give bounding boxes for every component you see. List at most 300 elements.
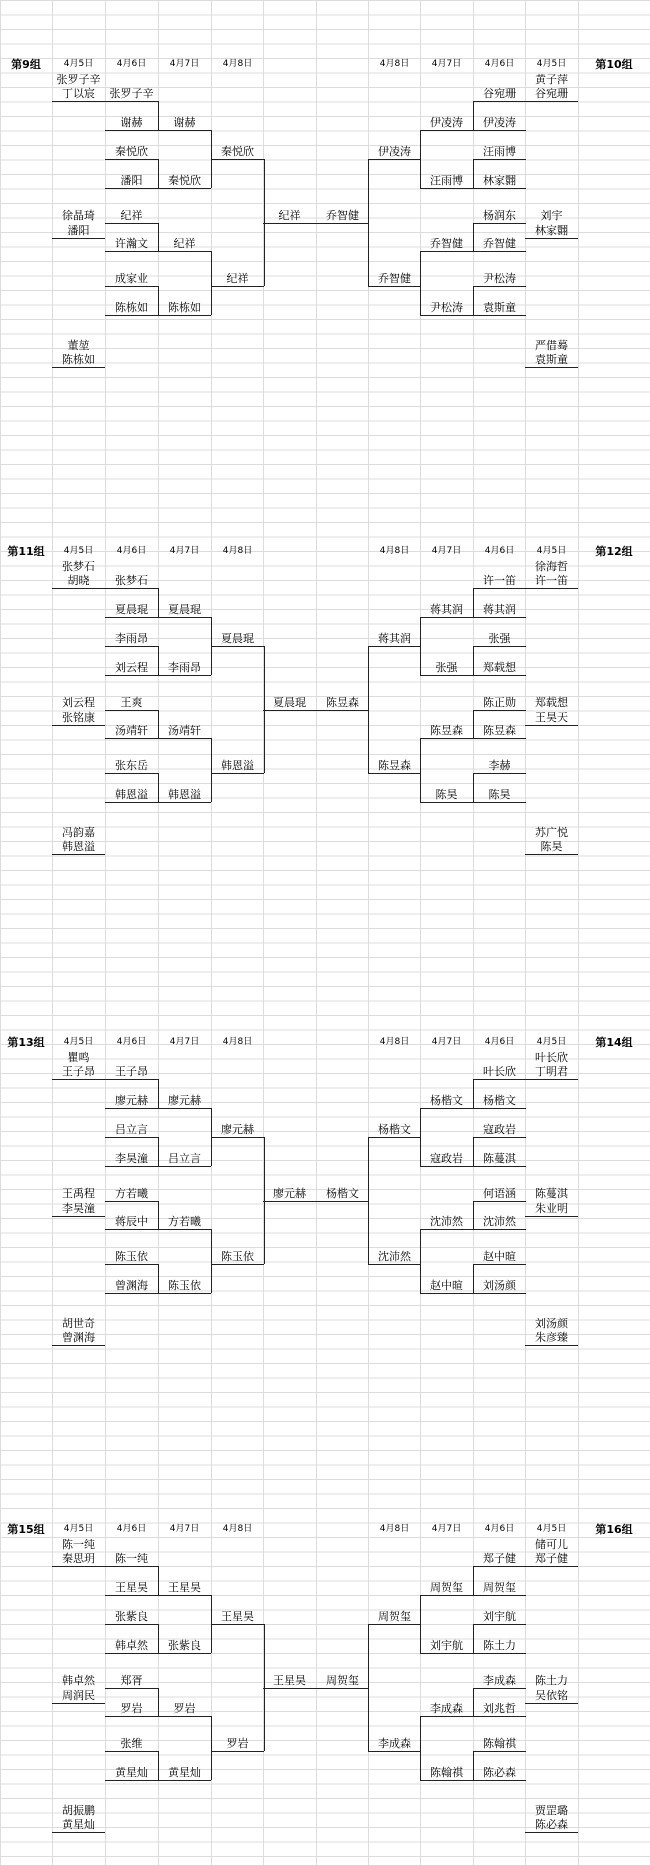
player-name[interactable]: 胡振鹏 xyxy=(62,1804,95,1817)
player-name[interactable]: 陈翰祺 xyxy=(430,1766,463,1779)
date-label[interactable]: 4月6日 xyxy=(116,1037,147,1047)
date-label[interactable]: 4月6日 xyxy=(484,1037,515,1047)
bracket-line xyxy=(52,588,105,589)
player-name[interactable]: 陈必森 xyxy=(483,1766,516,1779)
player-name[interactable]: 袁斯童 xyxy=(535,353,568,366)
bracket-line xyxy=(473,1566,526,1567)
player-name[interactable]: 李昊潼 xyxy=(115,1152,148,1165)
player-name[interactable]: 夏晨琨 xyxy=(168,603,201,616)
bracket-line xyxy=(158,1166,211,1167)
bracket-line xyxy=(368,159,421,160)
date-label[interactable]: 4月8日 xyxy=(379,546,410,556)
player-name[interactable]: 秦悦欣 xyxy=(221,145,254,158)
bracket-line xyxy=(420,1653,473,1654)
bracket-line xyxy=(105,588,158,589)
player-name[interactable]: 廖元赫 xyxy=(115,1094,148,1107)
player-name[interactable]: 罗岩 xyxy=(226,1737,249,1750)
player-name[interactable]: 杨楷文 xyxy=(483,1094,516,1107)
bracket-line xyxy=(316,1201,369,1202)
bracket-line xyxy=(473,1166,526,1167)
player-name[interactable]: 韩卓然 xyxy=(62,1674,95,1687)
player-name[interactable]: 纪祥 xyxy=(226,272,249,285)
player-name[interactable]: 韩恩溢 xyxy=(168,788,201,801)
player-name[interactable]: 储可儿 xyxy=(535,1538,568,1551)
bracket-line xyxy=(105,1688,158,1689)
player-name[interactable]: 张紫良 xyxy=(115,1610,148,1623)
player-name[interactable]: 韩卓然 xyxy=(115,1639,148,1652)
bracket-line xyxy=(473,159,526,160)
player-name[interactable]: 刘宇航 xyxy=(483,1610,516,1623)
player-name[interactable]: 张梦石 xyxy=(115,574,148,587)
group-winner[interactable]: 杨楷文 xyxy=(326,1187,359,1200)
bracket-line xyxy=(105,188,158,189)
bracket-line xyxy=(211,159,264,160)
player-name[interactable]: 张紫良 xyxy=(168,1639,201,1652)
player-name[interactable]: 张维 xyxy=(120,1737,143,1750)
group-title-left[interactable]: 第13组 xyxy=(7,1036,45,1049)
date-label[interactable]: 4月7日 xyxy=(431,1524,462,1534)
player-name[interactable]: 张强 xyxy=(435,661,458,674)
player-name[interactable]: 陈必森 xyxy=(535,1818,568,1831)
date-label[interactable]: 4月7日 xyxy=(169,1524,200,1534)
player-name[interactable]: 罗岩 xyxy=(173,1702,196,1715)
bracket-line xyxy=(420,1716,473,1717)
player-name[interactable]: 夏晨琨 xyxy=(115,603,148,616)
player-name[interactable]: 陈正勋 xyxy=(483,696,516,709)
player-name[interactable]: 林家翾 xyxy=(535,224,568,237)
player-name[interactable]: 陈玉依 xyxy=(221,1250,254,1263)
bracket-line xyxy=(473,1653,526,1654)
player-name[interactable]: 陈昊 xyxy=(488,788,511,801)
player-name[interactable]: 陈土力 xyxy=(535,1674,568,1687)
player-name[interactable]: 刘汤颜 xyxy=(535,1317,568,1330)
bracket-line xyxy=(158,1229,211,1230)
bracket-line xyxy=(316,1688,369,1689)
player-name[interactable]: 黄星灿 xyxy=(115,1766,148,1779)
player-name[interactable]: 李雨昂 xyxy=(168,661,201,674)
player-name[interactable]: 王子昂 xyxy=(115,1065,148,1078)
bracket-line xyxy=(105,286,158,287)
player-name[interactable]: 郑胥 xyxy=(120,1674,143,1687)
bracket-line xyxy=(105,1751,158,1752)
date-label[interactable]: 4月5日 xyxy=(536,1037,567,1047)
player-name[interactable]: 周润民 xyxy=(62,1689,95,1702)
player-name[interactable]: 张罗子辛 xyxy=(56,73,101,86)
bracket-line xyxy=(52,854,105,855)
player-name[interactable]: 蒋其润 xyxy=(483,603,516,616)
player-name[interactable]: 郑子健 xyxy=(535,1552,568,1565)
date-label[interactable]: 4月8日 xyxy=(379,59,410,69)
player-name[interactable]: 韩恩溢 xyxy=(62,840,95,853)
bracket-line xyxy=(473,286,526,287)
player-name[interactable]: 陈栋如 xyxy=(168,301,201,314)
player-name[interactable]: 陈昊 xyxy=(435,788,458,801)
player-name[interactable]: 王昊天 xyxy=(535,711,568,724)
date-label[interactable]: 4月8日 xyxy=(222,546,253,556)
date-label[interactable]: 4月7日 xyxy=(431,546,462,556)
player-name[interactable]: 张强 xyxy=(488,632,511,645)
player-name[interactable]: 张梦石 xyxy=(62,560,95,573)
player-name[interactable]: 沈沛然 xyxy=(378,1250,411,1263)
player-name[interactable]: 陈一纯 xyxy=(62,1538,95,1551)
date-label[interactable]: 4月5日 xyxy=(536,59,567,69)
bracket-line xyxy=(420,1166,473,1167)
bracket-line xyxy=(105,315,158,316)
player-name[interactable]: 方若曦 xyxy=(168,1215,201,1228)
player-name[interactable]: 汪雨博 xyxy=(483,145,516,158)
player-name[interactable]: 杨楷文 xyxy=(430,1094,463,1107)
bracket-line xyxy=(473,1624,526,1625)
bracket-line xyxy=(368,1264,421,1265)
player-name[interactable]: 沈沛然 xyxy=(430,1215,463,1228)
bracket-line xyxy=(473,1293,526,1294)
player-name[interactable]: 谢赫 xyxy=(173,116,196,129)
date-label[interactable]: 4月6日 xyxy=(116,546,147,556)
bracket-line xyxy=(105,617,158,618)
player-name[interactable]: 陈昱森 xyxy=(430,724,463,737)
bracket-line xyxy=(473,1751,526,1752)
player-name[interactable]: 刘宇航 xyxy=(430,1639,463,1652)
player-name[interactable]: 陈蔓淇 xyxy=(483,1152,516,1165)
bracket-line xyxy=(52,238,105,239)
player-name[interactable]: 周贺玺 xyxy=(430,1581,463,1594)
player-name[interactable]: 乔智健 xyxy=(483,237,516,250)
group-title-left[interactable]: 第15组 xyxy=(7,1523,45,1536)
date-label[interactable]: 4月5日 xyxy=(63,1524,94,1534)
player-name[interactable]: 尹松涛 xyxy=(483,272,516,285)
bracket-line xyxy=(473,710,526,711)
player-name[interactable]: 陈玉依 xyxy=(168,1279,201,1292)
player-name[interactable]: 胡晓 xyxy=(67,574,90,587)
player-name[interactable]: 李赫 xyxy=(488,759,511,772)
bracket-line xyxy=(368,1751,421,1752)
player-name[interactable]: 谢赫 xyxy=(120,116,143,129)
player-name[interactable]: 瞿鸣 xyxy=(67,1051,90,1064)
player-name[interactable]: 刘兆哲 xyxy=(483,1702,516,1715)
bracket-line xyxy=(105,223,158,224)
player-name[interactable]: 李雨昂 xyxy=(115,632,148,645)
player-name[interactable]: 黄星灿 xyxy=(62,1818,95,1831)
bracket-line xyxy=(525,238,578,239)
group-winner[interactable]: 周贺玺 xyxy=(326,1674,359,1687)
player-name[interactable]: 黄星灿 xyxy=(168,1766,201,1779)
player-name[interactable]: 何语涵 xyxy=(483,1187,516,1200)
player-name[interactable]: 吕立言 xyxy=(115,1123,148,1136)
bracket-line xyxy=(105,738,158,739)
bracket-line xyxy=(105,1780,158,1781)
player-name[interactable]: 陈栋如 xyxy=(115,301,148,314)
player-name[interactable]: 韩恩溢 xyxy=(221,759,254,772)
column-line xyxy=(52,0,53,1865)
player-name[interactable]: 蒋其润 xyxy=(430,603,463,616)
date-label[interactable]: 4月5日 xyxy=(536,546,567,556)
bracket-line xyxy=(368,646,421,647)
player-name[interactable]: 伊凌涛 xyxy=(378,145,411,158)
group-title-right[interactable]: 第16组 xyxy=(595,1523,633,1536)
player-name[interactable]: 郑载想 xyxy=(483,661,516,674)
bracket-line xyxy=(420,251,473,252)
bracket-line xyxy=(52,1216,105,1217)
player-name[interactable]: 汪雨博 xyxy=(430,174,463,187)
group-title-left[interactable]: 第9组 xyxy=(11,58,41,71)
bracket-line xyxy=(525,1832,578,1833)
player-name[interactable]: 陈栋如 xyxy=(62,353,95,366)
player-name[interactable]: 纪祥 xyxy=(120,209,143,222)
player-name[interactable]: 林家翾 xyxy=(483,174,516,187)
bracket-line xyxy=(473,802,526,803)
player-name[interactable]: 伊凌涛 xyxy=(430,116,463,129)
player-name[interactable]: 陈昱森 xyxy=(378,759,411,772)
bracket-line xyxy=(52,1345,105,1346)
player-name[interactable]: 陈昱森 xyxy=(483,724,516,737)
player-name[interactable]: 杨润东 xyxy=(483,209,516,222)
bracket-line xyxy=(105,1624,158,1625)
bracket-line xyxy=(211,1264,264,1265)
player-name[interactable]: 王星昊 xyxy=(168,1581,201,1594)
date-label[interactable]: 4月5日 xyxy=(63,59,94,69)
bracket-line xyxy=(473,646,526,647)
player-name[interactable]: 乔智健 xyxy=(378,272,411,285)
player-name[interactable]: 陈翰祺 xyxy=(483,1737,516,1750)
player-name[interactable]: 尹松涛 xyxy=(430,301,463,314)
bracket-line xyxy=(525,1566,578,1567)
bracket-line xyxy=(105,1293,158,1294)
bracket-line xyxy=(105,251,158,252)
player-name[interactable]: 张东岳 xyxy=(115,759,148,772)
player-name[interactable]: 丁以宸 xyxy=(62,87,95,100)
player-name[interactable]: 许一笛 xyxy=(535,574,568,587)
player-name[interactable]: 王星昊 xyxy=(221,1610,254,1623)
player-name[interactable]: 潘阳 xyxy=(67,224,90,237)
bracket-line xyxy=(105,710,158,711)
player-name[interactable]: 徐海哲 xyxy=(535,560,568,573)
date-label[interactable]: 4月8日 xyxy=(222,1524,253,1534)
player-name[interactable]: 陈蔓淇 xyxy=(535,1187,568,1200)
player-name[interactable]: 李成森 xyxy=(483,1674,516,1687)
bracket-line xyxy=(52,101,105,102)
group-winner[interactable]: 陈昱森 xyxy=(326,696,359,709)
player-name[interactable]: 王星昊 xyxy=(115,1581,148,1594)
bracket-line xyxy=(525,1345,578,1346)
player-name[interactable]: 成家业 xyxy=(115,272,148,285)
date-label[interactable]: 4月6日 xyxy=(116,59,147,69)
player-name[interactable]: 伊凌涛 xyxy=(483,116,516,129)
bracket-line xyxy=(368,286,421,287)
player-name[interactable]: 秦悦欣 xyxy=(115,145,148,158)
player-name[interactable]: 刘汤颜 xyxy=(483,1279,516,1292)
player-name[interactable]: 蒋辰中 xyxy=(115,1215,148,1228)
bracket-line xyxy=(211,286,264,287)
player-name[interactable]: 赵中暄 xyxy=(483,1250,516,1263)
player-name[interactable]: 沈沛然 xyxy=(483,1215,516,1228)
player-name[interactable]: 吕立言 xyxy=(168,1152,201,1165)
bracket-line xyxy=(473,675,526,676)
player-name[interactable]: 方若曦 xyxy=(115,1187,148,1200)
player-name[interactable]: 刘云程 xyxy=(62,696,95,709)
player-name[interactable]: 吴依铭 xyxy=(535,1689,568,1702)
date-label[interactable]: 4月7日 xyxy=(431,1037,462,1047)
date-label[interactable]: 4月5日 xyxy=(63,1037,94,1047)
group-winner[interactable]: 王星昊 xyxy=(273,1674,306,1687)
player-name[interactable]: 潘阳 xyxy=(120,174,143,187)
bracket-line xyxy=(473,315,526,316)
player-name[interactable]: 丁明君 xyxy=(535,1065,568,1078)
bracket-line xyxy=(105,1264,158,1265)
bracket-line xyxy=(105,773,158,774)
bracket-line xyxy=(158,1780,211,1781)
group-winner[interactable]: 纪祥 xyxy=(278,209,301,222)
bracket-line xyxy=(158,315,211,316)
player-name[interactable]: 汤靖轩 xyxy=(115,724,148,737)
bracket-line xyxy=(525,725,578,726)
player-name[interactable]: 陈昊 xyxy=(540,840,563,853)
player-name[interactable]: 许瀚文 xyxy=(115,237,148,250)
player-name[interactable]: 刘云程 xyxy=(115,661,148,674)
bracket-line xyxy=(420,315,473,316)
bracket-line xyxy=(473,738,526,739)
player-name[interactable]: 朱业明 xyxy=(535,1202,568,1215)
player-name[interactable]: 纪祥 xyxy=(173,237,196,250)
player-name[interactable]: 严借蓦 xyxy=(535,339,568,352)
player-name[interactable]: 冯韵嘉 xyxy=(62,826,95,839)
player-name[interactable]: 杨楷文 xyxy=(378,1123,411,1136)
date-label[interactable]: 4月7日 xyxy=(169,59,200,69)
player-name[interactable]: 陈土力 xyxy=(483,1639,516,1652)
date-label[interactable]: 4月7日 xyxy=(431,59,462,69)
player-name[interactable]: 许一笛 xyxy=(483,574,516,587)
bracket-line xyxy=(473,101,526,102)
player-name[interactable]: 张罗子辛 xyxy=(109,87,154,100)
date-label[interactable]: 4月8日 xyxy=(379,1037,410,1047)
group-winner[interactable]: 乔智健 xyxy=(326,209,359,222)
player-name[interactable]: 郑载想 xyxy=(535,696,568,709)
bracket-line xyxy=(473,1688,526,1689)
player-name[interactable]: 陈一纯 xyxy=(115,1552,148,1565)
date-label[interactable]: 4月8日 xyxy=(222,1037,253,1047)
bracket-line xyxy=(473,188,526,189)
group-title-right[interactable]: 第10组 xyxy=(595,58,633,71)
date-label[interactable]: 4月7日 xyxy=(169,546,200,556)
player-name[interactable]: 叶长欣 xyxy=(483,1065,516,1078)
player-name[interactable]: 谷宛珊 xyxy=(483,87,516,100)
date-label[interactable]: 4月6日 xyxy=(484,59,515,69)
bracket-line xyxy=(158,675,211,676)
player-name[interactable]: 秦悦欣 xyxy=(168,174,201,187)
player-name[interactable]: 张铭康 xyxy=(62,711,95,724)
group-winner[interactable]: 夏晨琨 xyxy=(273,696,306,709)
bracket-line xyxy=(158,1293,211,1294)
player-name[interactable]: 曾渊海 xyxy=(62,1331,95,1344)
player-name[interactable]: 罗岩 xyxy=(120,1702,143,1715)
player-name[interactable]: 乔智健 xyxy=(430,237,463,250)
player-name[interactable]: 王子昂 xyxy=(62,1065,95,1078)
date-label[interactable]: 4月8日 xyxy=(222,59,253,69)
bracket-line xyxy=(105,1166,158,1167)
date-label[interactable]: 4月7日 xyxy=(169,1037,200,1047)
bracket-line xyxy=(158,188,211,189)
bracket-line xyxy=(158,1595,211,1596)
group-title-left[interactable]: 第11组 xyxy=(7,545,45,558)
date-label[interactable]: 4月6日 xyxy=(116,1524,147,1534)
player-name[interactable]: 郑子健 xyxy=(483,1552,516,1565)
player-name[interactable]: 朱彦臻 xyxy=(535,1331,568,1344)
bracket-line xyxy=(473,251,526,252)
player-name[interactable]: 董堃 xyxy=(67,339,90,352)
bracket-line xyxy=(473,1201,526,1202)
player-name[interactable]: 廖元赫 xyxy=(168,1094,201,1107)
player-name[interactable]: 蒋其润 xyxy=(378,632,411,645)
player-name[interactable]: 徐晶琦 xyxy=(62,209,95,222)
player-name[interactable]: 寇政岩 xyxy=(430,1152,463,1165)
column-line xyxy=(578,0,579,1865)
group-title-right[interactable]: 第12组 xyxy=(595,545,633,558)
player-name[interactable]: 刘宇 xyxy=(540,209,563,222)
player-name[interactable]: 黄子萍 xyxy=(535,73,568,86)
player-name[interactable]: 汤靖轩 xyxy=(168,724,201,737)
bracket-line xyxy=(420,675,473,676)
bracket-line xyxy=(473,1595,526,1596)
bracket-line xyxy=(473,1229,526,1230)
group-title-right[interactable]: 第14组 xyxy=(595,1036,633,1049)
player-name[interactable]: 李成森 xyxy=(430,1702,463,1715)
date-label[interactable]: 4月5日 xyxy=(63,546,94,556)
player-name[interactable]: 秦思玥 xyxy=(62,1552,95,1565)
player-name[interactable]: 谷宛珊 xyxy=(535,87,568,100)
bracket-line xyxy=(263,223,316,224)
player-name[interactable]: 周贺玺 xyxy=(378,1610,411,1623)
bracket-line xyxy=(473,773,526,774)
bracket-line xyxy=(473,1079,526,1080)
player-name[interactable]: 曾渊海 xyxy=(115,1279,148,1292)
player-name[interactable]: 夏晨琨 xyxy=(221,632,254,645)
bracket-line xyxy=(473,588,526,589)
player-name[interactable]: 贾罡璐 xyxy=(535,1804,568,1817)
bracket-line xyxy=(105,1229,158,1230)
date-label[interactable]: 4月6日 xyxy=(484,546,515,556)
player-name[interactable]: 赵中暄 xyxy=(430,1279,463,1292)
bracket-line xyxy=(263,710,316,711)
player-name[interactable]: 陈玉依 xyxy=(115,1250,148,1263)
bracket-line xyxy=(473,223,526,224)
date-label[interactable]: 4月6日 xyxy=(484,1524,515,1534)
player-name[interactable]: 周贺玺 xyxy=(483,1581,516,1594)
player-name[interactable]: 胡世奇 xyxy=(62,1317,95,1330)
player-name[interactable]: 王禹程 xyxy=(62,1187,95,1200)
bracket-line xyxy=(105,1566,158,1567)
bracket-line xyxy=(473,617,526,618)
player-name[interactable]: 李昊潼 xyxy=(62,1202,95,1215)
player-name[interactable]: 廖元赫 xyxy=(221,1123,254,1136)
player-name[interactable]: 李成森 xyxy=(378,1737,411,1750)
bracket-line xyxy=(473,1716,526,1717)
group-winner[interactable]: 廖元赫 xyxy=(273,1187,306,1200)
bracket-line xyxy=(420,1108,473,1109)
player-name[interactable]: 王爽 xyxy=(120,696,143,709)
bracket-line xyxy=(211,646,264,647)
player-name[interactable]: 寇政岩 xyxy=(483,1123,516,1136)
player-name[interactable]: 叶长欣 xyxy=(535,1051,568,1064)
player-name[interactable]: 韩恩溢 xyxy=(115,788,148,801)
player-name[interactable]: 袁斯童 xyxy=(483,301,516,314)
bracket-line xyxy=(525,588,578,589)
player-name[interactable]: 苏广悦 xyxy=(535,826,568,839)
bracket-line xyxy=(473,1108,526,1109)
bracket-line xyxy=(368,1624,421,1625)
bracket-line xyxy=(52,1703,105,1704)
date-label[interactable]: 4月8日 xyxy=(379,1524,410,1534)
date-label[interactable]: 4月5日 xyxy=(536,1524,567,1534)
bracket-line xyxy=(420,1780,473,1781)
